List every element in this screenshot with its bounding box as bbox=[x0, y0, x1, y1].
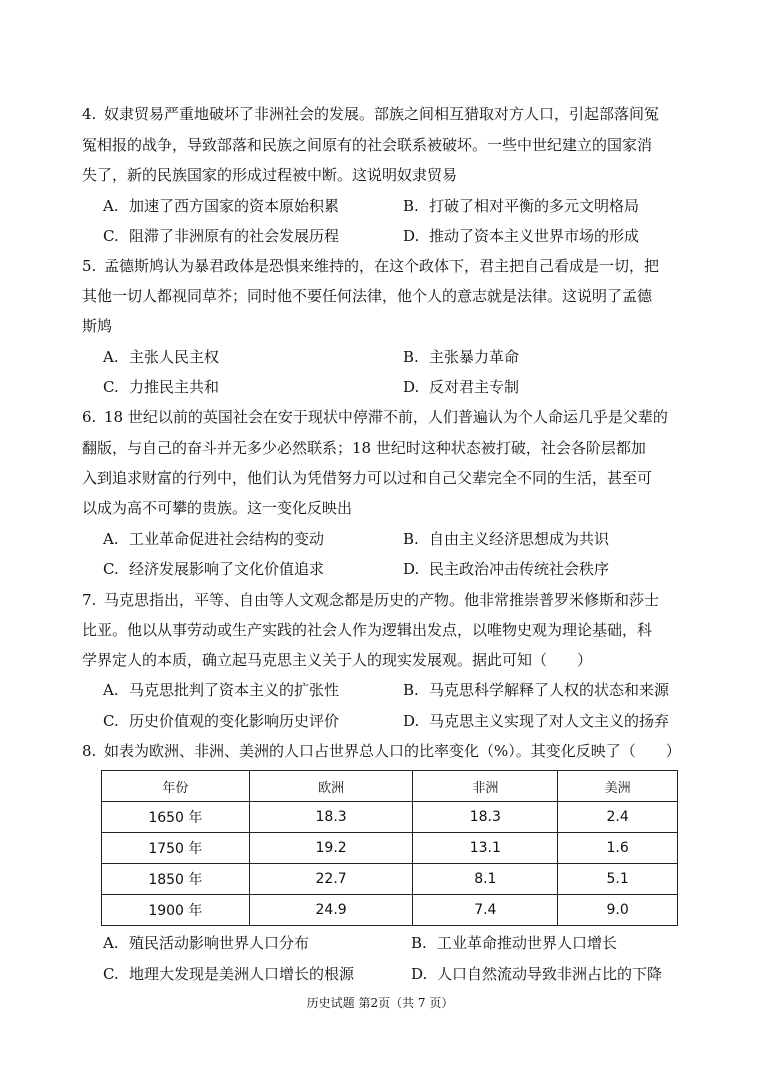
q7-line-2: 比亚。他以从事劳动或生产实践的社会人作为逻辑出发点，以唯物史观为理论基础，科 bbox=[82, 621, 653, 639]
q8-option-c[interactable]: C. 地理大发现是美洲人口增长的根源 bbox=[103, 965, 355, 983]
table-cell: 18.3 bbox=[249, 802, 413, 833]
q8-option-d[interactable]: D. 人口自然流动导致非洲占比的下降 bbox=[411, 965, 663, 983]
q6-option-c[interactable]: C. 经济发展影响了文化价值追求 bbox=[103, 560, 325, 578]
q4-option-d[interactable]: D. 推动了资本主义世界市场的形成 bbox=[403, 227, 640, 245]
q8-number: 8. bbox=[82, 742, 97, 760]
q7-line-3: 学界定人的本质，确立起马克思主义关于人的现实发展观。据此可知（ ） bbox=[82, 651, 593, 669]
table-cell: 18.3 bbox=[413, 802, 558, 833]
table-row bbox=[102, 802, 678, 833]
q4-option-c[interactable]: C. 阻滞了非洲原有的社会发展历程 bbox=[103, 227, 340, 245]
q5-option-c[interactable]: C. 力推民主共和 bbox=[103, 378, 220, 396]
table-row bbox=[102, 833, 678, 864]
q4-line-1: 4. 奴隶贸易严重地破坏了非洲社会的发展。部族之间相互猎取对方人口，引起部落间冤 bbox=[82, 105, 660, 123]
q6-option-a[interactable]: A. 工业革命促进社会结构的变动 bbox=[103, 530, 325, 548]
q4-option-b[interactable]: B. 打破了相对平衡的多元文明格局 bbox=[403, 197, 640, 215]
q5-option-a[interactable]: A. 主张人民主权 bbox=[103, 348, 220, 366]
table-cell: 13.1 bbox=[413, 833, 558, 864]
table-cell: 1.6 bbox=[558, 833, 678, 864]
table-cell: 2.4 bbox=[558, 802, 678, 833]
q6-line-1: 6. 18 世纪以前的英国社会在安于现状中停滞不前，人们普遍认为个人命运几乎是父辈的 bbox=[82, 408, 668, 426]
q6-option-b[interactable]: B. 自由主义经济思想成为共识 bbox=[403, 530, 610, 548]
q8-line-1: 8. 如表为欧洲、非洲、美洲的人口占世界总人口的比率变化（%）。其变化反映了（ ） bbox=[82, 742, 681, 760]
q7-option-a[interactable]: A. 马克思批判了资本主义的扩张性 bbox=[103, 681, 340, 699]
table-header-row bbox=[102, 771, 678, 802]
table-row bbox=[102, 895, 678, 926]
table-cell: 1650 年 bbox=[102, 802, 250, 833]
q7-option-c[interactable]: C. 历史价值观的变化影响历史评价 bbox=[103, 712, 340, 730]
table-cell: 5.1 bbox=[558, 864, 678, 895]
q6-number: 6. bbox=[82, 408, 97, 426]
q4-line-2: 冤相报的战争，导致部落和民族之间原有的社会联系被破坏。一些中世纪建立的国家消 bbox=[82, 136, 653, 154]
header-africa: 非洲 bbox=[413, 771, 558, 802]
q5-line-1: 5. 孟德斯鸠认为暴君政体是恐惧来维持的，在这个政体下，君主把自己看成是一切，把 bbox=[82, 257, 660, 275]
q4-number: 4. bbox=[82, 105, 97, 123]
table-cell: 9.0 bbox=[558, 895, 678, 926]
table-cell: 22.7 bbox=[249, 864, 413, 895]
table-cell: 8.1 bbox=[413, 864, 558, 895]
q6-option-d[interactable]: D. 民主政治冲击传统社会秩序 bbox=[403, 560, 610, 578]
header-europe: 欧洲 bbox=[249, 771, 413, 802]
q6-line-4: 以成为高不可攀的贵族。这一变化反映出 bbox=[82, 499, 353, 517]
page-footer: 历史试题 第2页（共 7 页） bbox=[306, 996, 454, 1010]
table-cell: 19.2 bbox=[249, 833, 413, 864]
table-cell: 24.9 bbox=[249, 895, 413, 926]
table-cell: 1900 年 bbox=[102, 895, 250, 926]
header-year: 年份 bbox=[102, 771, 250, 802]
q4-option-a[interactable]: A. 加速了西方国家的资本原始积累 bbox=[103, 197, 340, 215]
q7-option-d[interactable]: D. 马克思主义实现了对人文主义的扬弃 bbox=[403, 712, 670, 730]
q5-option-d[interactable]: D. 反对君主专制 bbox=[403, 378, 520, 396]
population-table bbox=[101, 770, 678, 926]
header-america: 美洲 bbox=[558, 771, 678, 802]
q7-line-1: 7. 马克思指出，平等、自由等人文观念都是历史的产物。他非常推崇普罗米修斯和莎士 bbox=[82, 591, 660, 609]
q7-option-b[interactable]: B. 马克思科学解释了人权的状态和来源 bbox=[403, 681, 670, 699]
q5-option-b[interactable]: B. 主张暴力革命 bbox=[403, 348, 520, 366]
table-cell: 1850 年 bbox=[102, 864, 250, 895]
table-cell: 1750 年 bbox=[102, 833, 250, 864]
q5-number: 5. bbox=[82, 257, 97, 275]
q7-number: 7. bbox=[82, 591, 97, 609]
table-cell: 7.4 bbox=[413, 895, 558, 926]
q5-line-2: 其他一切人都视同草芥；同时他不要任何法律，他个人的意志就是法律。这说明了孟德 bbox=[82, 287, 653, 305]
q6-line-3: 入到追求财富的行列中，他们认为凭借努力可以过和自己父辈完全不同的生活，甚至可 bbox=[82, 469, 653, 487]
q6-line-2: 翻版，与自己的奋斗并无多少必然联系；18 世纪时这种状态被打破，社会各阶层都加 bbox=[82, 439, 646, 457]
q8-option-a[interactable]: A. 殖民活动影响世界人口分布 bbox=[103, 934, 310, 952]
q4-line-3: 失了，新的民族国家的形成过程被中断。这说明奴隶贸易 bbox=[82, 166, 458, 184]
q8-option-b[interactable]: B. 工业革命推动世界人口增长 bbox=[411, 934, 618, 952]
table-row bbox=[102, 864, 678, 895]
q5-line-3: 斯鸠 bbox=[82, 317, 113, 335]
